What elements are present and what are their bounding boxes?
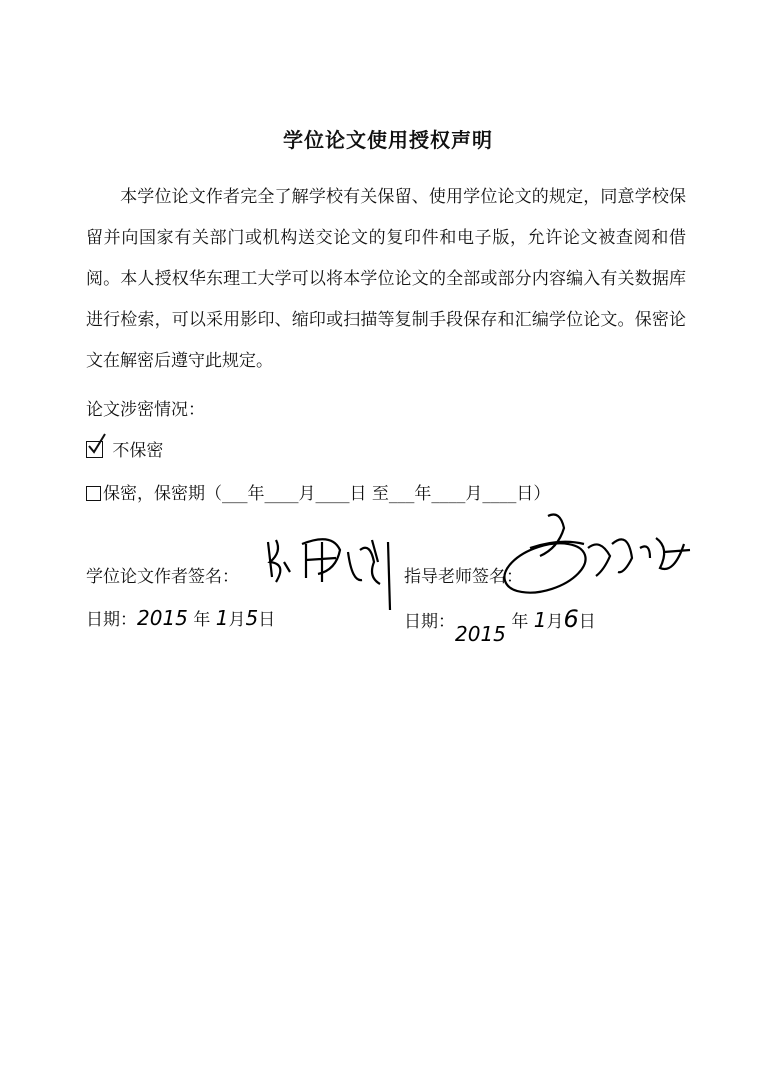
advisor-signature-label: 指导老师签名：	[404, 567, 523, 587]
advisor-date-month-char: 月	[546, 612, 564, 632]
secrecy-label: 论文涉密情况：	[86, 400, 205, 420]
option-not-secret[interactable]	[86, 436, 163, 461]
author-date-day: 5	[245, 606, 259, 630]
empty-checkbox[interactable]	[86, 486, 101, 501]
author-date-month: 1	[215, 606, 229, 630]
author-date-day-char: 日	[258, 610, 276, 630]
advisor-date-day-char: 日	[578, 612, 596, 632]
advisor-date-month: 1	[533, 608, 547, 632]
advisor-signature	[500, 508, 700, 608]
author-date-label: 日期：	[86, 610, 137, 630]
advisor-date	[404, 605, 596, 646]
checked-checkbox[interactable]	[86, 441, 103, 458]
author-date-year-char: 年	[193, 610, 211, 630]
author-date-year: 2015	[137, 606, 188, 630]
option-secret-label: 保密，保密期（___年____月____日 至___年____月____日）	[103, 484, 551, 504]
option-secret[interactable]	[86, 479, 550, 504]
advisor-date-label: 日期：	[404, 612, 455, 632]
advisor-date-year: 2015	[455, 622, 506, 646]
author-signature-label: 学位论文作者签名：	[86, 567, 239, 587]
author-date-month-char: 月	[228, 610, 246, 630]
author-date	[86, 605, 275, 630]
page-title: 学位论文使用授权声明	[283, 128, 493, 152]
advisor-date-day: 6	[563, 605, 579, 633]
declaration-body	[86, 177, 686, 382]
checkmark-icon	[86, 434, 108, 456]
declaration-text: 本学位论文作者完全了解学校有关保留、使用学位论文的规定，同意学校保留并向国家有关部门或机构送交论文的复印件和电子版，允许论文被查阅和借阅。本人授权华东理工大学可以将本学位论文的全部或部分内容编入有关数据库进行检索，可以采用影印、缩印或扫描等复制手段保存和汇编学位论文。保密论文在解密后遵守此规定。	[86, 187, 686, 371]
option-not-secret-label: 不保密	[112, 441, 164, 461]
advisor-date-year-char: 年	[511, 612, 529, 632]
author-signature	[262, 522, 402, 612]
